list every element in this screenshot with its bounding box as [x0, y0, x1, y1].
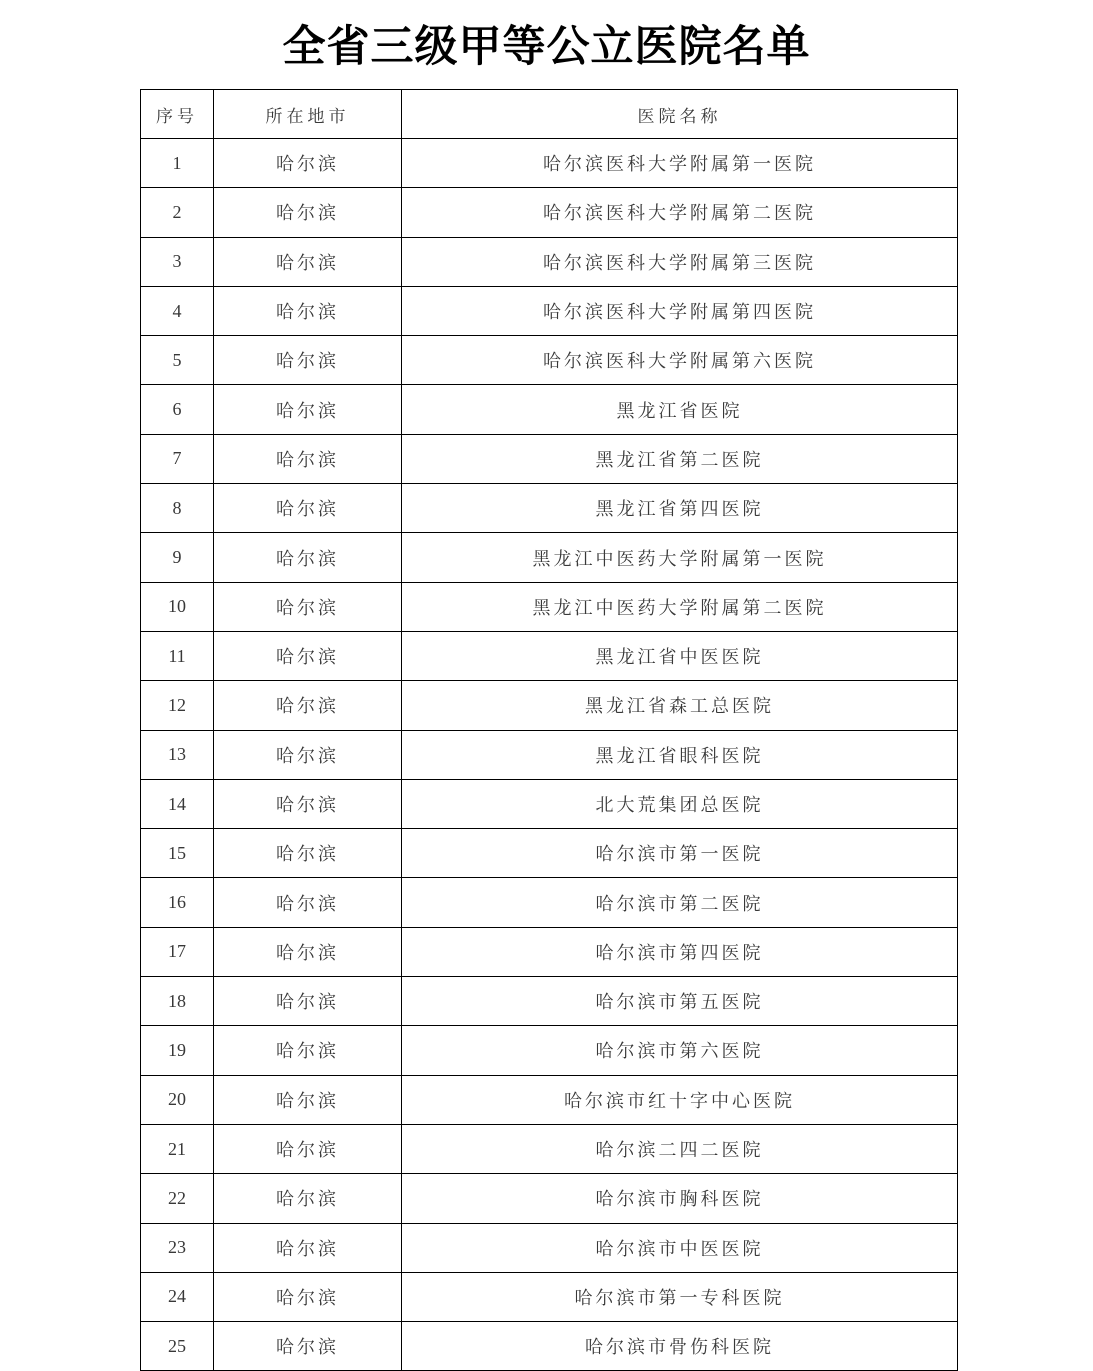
hospital-name-cell: 哈尔滨医科大学附属第二医院	[402, 188, 958, 237]
table-row	[141, 1174, 958, 1223]
city-cell: 哈尔滨	[214, 779, 402, 828]
row-index-cell: 8	[141, 484, 214, 533]
city-cell: 哈尔滨	[214, 336, 402, 385]
row-index-cell: 5	[141, 336, 214, 385]
hospital-name-cell: 黑龙江省眼科医院	[402, 730, 958, 779]
city-cell: 哈尔滨	[214, 286, 402, 335]
row-index-cell: 6	[141, 385, 214, 434]
page-title: 全省三级甲等公立医院名单	[282, 23, 811, 71]
table-row	[141, 878, 958, 927]
table-row	[141, 1075, 958, 1124]
hospital-name-cell: 哈尔滨市胸科医院	[402, 1174, 958, 1223]
city-cell: 哈尔滨	[214, 434, 402, 483]
hospital-name-cell: 哈尔滨市第六医院	[402, 1026, 958, 1075]
hospital-name-cell: 哈尔滨医科大学附属第三医院	[402, 237, 958, 286]
row-index-cell: 12	[141, 681, 214, 730]
table-row	[141, 779, 958, 828]
table-row	[141, 1223, 958, 1272]
city-cell: 哈尔滨	[214, 484, 402, 533]
city-cell: 哈尔滨	[214, 1124, 402, 1173]
table-row	[141, 237, 958, 286]
table-row	[141, 385, 958, 434]
hospital-name-cell: 黑龙江中医药大学附属第二医院	[402, 582, 958, 631]
city-cell: 哈尔滨	[214, 1026, 402, 1075]
row-index-cell: 15	[141, 829, 214, 878]
hospital-name-cell: 北大荒集团总医院	[402, 779, 958, 828]
column-header-city: 所在地市	[214, 90, 402, 139]
row-index-cell: 3	[141, 237, 214, 286]
table-row	[141, 484, 958, 533]
city-cell: 哈尔滨	[214, 1322, 402, 1371]
row-index-cell: 10	[141, 582, 214, 631]
hospital-name-cell: 哈尔滨市第二医院	[402, 878, 958, 927]
hospital-name-cell: 哈尔滨医科大学附属第六医院	[402, 336, 958, 385]
row-index-cell: 19	[141, 1026, 214, 1075]
column-header-hospital-name: 医院名称	[402, 90, 958, 139]
row-index-cell: 4	[141, 286, 214, 335]
table-row	[141, 582, 958, 631]
table-row	[141, 681, 958, 730]
row-index-cell: 16	[141, 878, 214, 927]
hospital-name-cell: 哈尔滨市第一医院	[402, 829, 958, 878]
table-body	[141, 139, 958, 1371]
hospital-name-cell: 黑龙江省第二医院	[402, 434, 958, 483]
city-cell: 哈尔滨	[214, 237, 402, 286]
table-row	[141, 1124, 958, 1173]
row-index-cell: 24	[141, 1272, 214, 1321]
city-cell: 哈尔滨	[214, 385, 402, 434]
city-cell: 哈尔滨	[214, 139, 402, 188]
hospital-name-cell: 哈尔滨医科大学附属第一医院	[402, 139, 958, 188]
city-cell: 哈尔滨	[214, 631, 402, 680]
city-cell: 哈尔滨	[214, 730, 402, 779]
hospital-name-cell: 黑龙江省森工总医院	[402, 681, 958, 730]
table-row	[141, 533, 958, 582]
city-cell: 哈尔滨	[214, 977, 402, 1026]
table-row	[141, 730, 958, 779]
row-index-cell: 21	[141, 1124, 214, 1173]
table-row	[141, 139, 958, 188]
hospital-name-cell: 黑龙江省第四医院	[402, 484, 958, 533]
table-row	[141, 1026, 958, 1075]
table-header	[141, 90, 958, 139]
row-index-cell: 13	[141, 730, 214, 779]
row-index-cell: 23	[141, 1223, 214, 1272]
hospital-list-table	[140, 89, 958, 1371]
table-row	[141, 188, 958, 237]
table-row	[141, 336, 958, 385]
row-index-cell: 2	[141, 188, 214, 237]
table-row	[141, 631, 958, 680]
city-cell: 哈尔滨	[214, 681, 402, 730]
table-row	[141, 1322, 958, 1371]
hospital-name-cell: 哈尔滨市第五医院	[402, 977, 958, 1026]
table-row	[141, 927, 958, 976]
row-index-cell: 11	[141, 631, 214, 680]
row-index-cell: 20	[141, 1075, 214, 1124]
row-index-cell: 9	[141, 533, 214, 582]
hospital-name-cell: 哈尔滨市第一专科医院	[402, 1272, 958, 1321]
table-row	[141, 977, 958, 1026]
hospital-name-cell: 哈尔滨市第四医院	[402, 927, 958, 976]
table-row	[141, 1272, 958, 1321]
city-cell: 哈尔滨	[214, 878, 402, 927]
row-index-cell: 22	[141, 1174, 214, 1223]
table-row	[141, 829, 958, 878]
city-cell: 哈尔滨	[214, 829, 402, 878]
hospital-name-cell: 哈尔滨医科大学附属第四医院	[402, 286, 958, 335]
city-cell: 哈尔滨	[214, 1075, 402, 1124]
city-cell: 哈尔滨	[214, 927, 402, 976]
hospital-name-cell: 哈尔滨二四二医院	[402, 1124, 958, 1173]
table-row	[141, 434, 958, 483]
hospital-name-cell: 黑龙江省中医医院	[402, 631, 958, 680]
row-index-cell: 14	[141, 779, 214, 828]
hospital-name-cell: 黑龙江省医院	[402, 385, 958, 434]
hospital-name-cell: 哈尔滨市骨伤科医院	[402, 1322, 958, 1371]
row-index-cell: 1	[141, 139, 214, 188]
row-index-cell: 17	[141, 927, 214, 976]
city-cell: 哈尔滨	[214, 1174, 402, 1223]
column-header-index: 序号	[141, 90, 214, 139]
hospital-name-cell: 黑龙江中医药大学附属第一医院	[402, 533, 958, 582]
city-cell: 哈尔滨	[214, 533, 402, 582]
city-cell: 哈尔滨	[214, 1223, 402, 1272]
header-row	[141, 90, 958, 139]
table-row	[141, 286, 958, 335]
row-index-cell: 7	[141, 434, 214, 483]
row-index-cell: 25	[141, 1322, 214, 1371]
hospital-name-cell: 哈尔滨市中医医院	[402, 1223, 958, 1272]
hospital-name-cell: 哈尔滨市红十字中心医院	[402, 1075, 958, 1124]
city-cell: 哈尔滨	[214, 188, 402, 237]
city-cell: 哈尔滨	[214, 1272, 402, 1321]
city-cell: 哈尔滨	[214, 582, 402, 631]
row-index-cell: 18	[141, 977, 214, 1026]
